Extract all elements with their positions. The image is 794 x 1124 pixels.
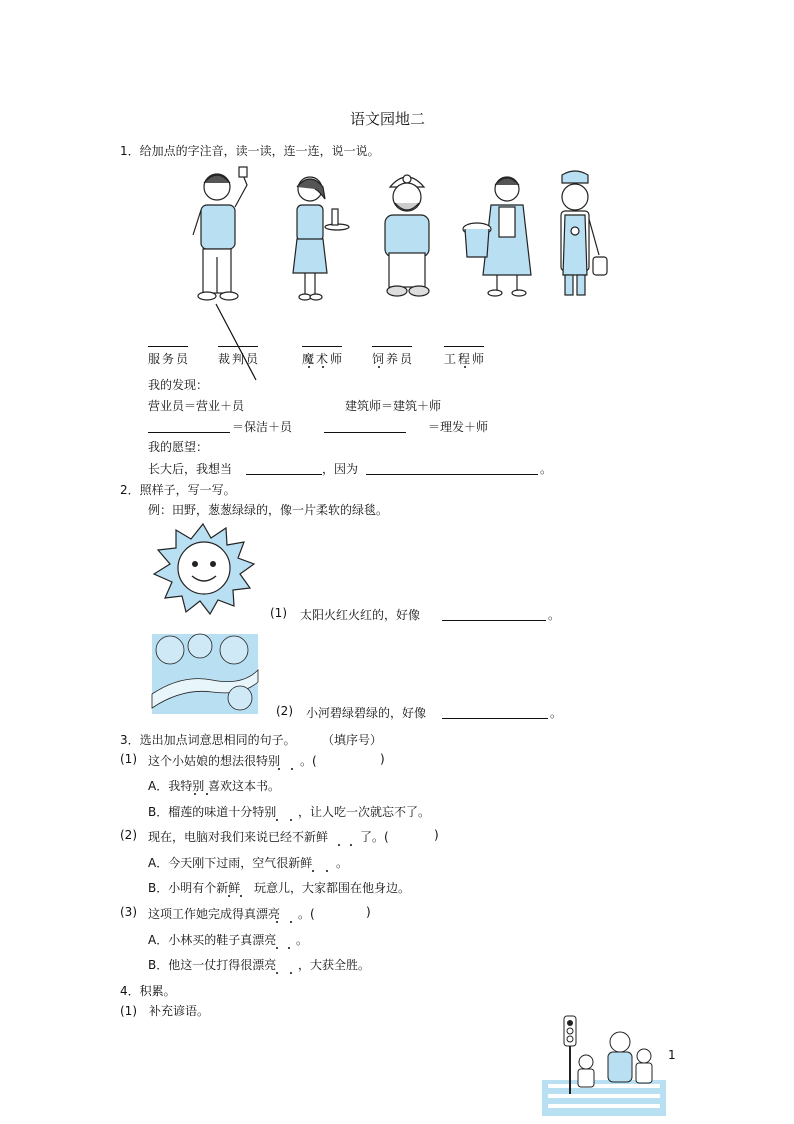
keeper-figure <box>561 171 607 295</box>
answer-blank[interactable] <box>246 462 322 475</box>
pinyin-blank <box>372 346 412 347</box>
wish-text-a: 长大后，我想当 <box>148 462 233 476</box>
equation-1: 营业员＝营业＋员 <box>148 399 245 413</box>
group-2-stem: 现在，电脑对我们来说已经不新鲜 <box>148 830 329 844</box>
question-2-example: 例：田野，葱葱绿绿的，像一片柔软的绿毯。 <box>148 503 389 517</box>
group-3-stem: 这项工作她完成得真漂亮 <box>148 907 281 921</box>
sun-illustration <box>148 524 258 614</box>
group-3-option-a: A．小林买的鞋子真漂亮 <box>148 933 277 947</box>
question-1-heading: 1．给加点的字注音，读一读，连一连，说一说。 <box>120 144 380 158</box>
pinyin-blank <box>302 346 342 347</box>
pinyin-blank <box>218 346 258 347</box>
question-2-heading: 2．照样子，写一写。 <box>120 483 236 497</box>
question-4-heading: 4．积累。 <box>120 984 176 998</box>
answer-blank[interactable] <box>366 462 538 475</box>
magician-figure <box>463 177 531 296</box>
equation-3: ＝保洁＋员 <box>232 420 293 434</box>
occupation-figures-illustration <box>185 165 665 305</box>
group-2-stem-paren: 了。( <box>360 830 389 844</box>
item-2-text: 小河碧绿碧绿的，好像 <box>306 706 427 720</box>
group-3-number: (3) <box>120 905 137 919</box>
job-word-5: 工程师 <box>444 352 487 366</box>
group-1-option-b-end: ，让人吃一次就忘不了。 <box>298 805 431 819</box>
group-3-stem-close: ) <box>366 905 371 919</box>
answer-blank[interactable] <box>324 420 406 433</box>
group-2-stem-close: ) <box>434 828 439 842</box>
page-number: 1 <box>668 1048 676 1062</box>
answer-blank[interactable] <box>148 420 230 433</box>
group-1-option-a: A．我特别 喜欢这本书。 <box>148 779 281 793</box>
example-connecting-line <box>214 302 264 382</box>
item-1-end: 。 <box>548 608 561 622</box>
group-1-stem: 这个小姑娘的想法很特别 <box>148 754 281 768</box>
job-word-2: 裁判员 <box>218 352 261 366</box>
page-title: 语文园地二 <box>350 110 426 128</box>
item-1-number: (1) <box>270 606 287 620</box>
group-3-stem-paren: 。( <box>298 907 315 921</box>
worker-figure <box>385 175 429 296</box>
item-1-text: 太阳火红火红的，好像 <box>300 608 421 622</box>
wish-label: 我的愿望： <box>148 440 209 454</box>
equation-2: 建筑师＝建筑＋师 <box>345 399 442 413</box>
question-3-note: （填序号） <box>322 733 383 747</box>
item-2-end: 。 <box>550 706 563 720</box>
crosswalk-illustration <box>542 1014 668 1118</box>
group-1-number: (1) <box>120 752 137 766</box>
group-3-option-b-end: ，大获全胜。 <box>298 958 371 972</box>
group-3-option-b: B．他这一仗打得很漂亮 <box>148 958 277 972</box>
item-2-number: (2) <box>276 704 293 718</box>
job-word-1: 服务员 <box>148 352 191 366</box>
job-word-3: 魔术师 <box>302 352 345 366</box>
group-1-stem-close: ) <box>380 752 385 766</box>
group-2-option-b: B．小明有个新鲜 <box>148 881 241 895</box>
river-illustration <box>152 634 262 716</box>
pinyin-blank <box>444 346 484 347</box>
group-1-option-b: B．榴莲的味道十分特别 <box>148 805 277 819</box>
question-3-heading: 3．选出加点词意思相同的句子。 <box>120 733 296 747</box>
group-2-option-b-end: 玩意儿，大家都围在他身边。 <box>254 881 411 895</box>
waitress-figure <box>293 177 349 300</box>
group-2-option-a: A．今天刚下过雨，空气很新鲜 <box>148 856 313 870</box>
equation-4: ＝理发＋师 <box>428 420 489 434</box>
wish-end: 。 <box>540 462 553 476</box>
wish-text-b: ，因为 <box>322 462 359 476</box>
answer-blank[interactable] <box>442 608 546 621</box>
discovery-label: 我的发现： <box>148 378 209 392</box>
question-4-sub: (1) 补充谚语。 <box>120 1004 209 1018</box>
group-2-option-a-end: 。 <box>336 856 349 870</box>
pinyin-blank <box>148 346 188 347</box>
group-2-number: (2) <box>120 828 137 842</box>
job-word-4: 饲养员 <box>372 352 415 366</box>
referee-figure <box>193 167 247 300</box>
answer-blank[interactable] <box>442 706 548 719</box>
group-1-stem-paren: 。( <box>300 754 317 768</box>
group-3-option-a-end: 。 <box>296 933 309 947</box>
